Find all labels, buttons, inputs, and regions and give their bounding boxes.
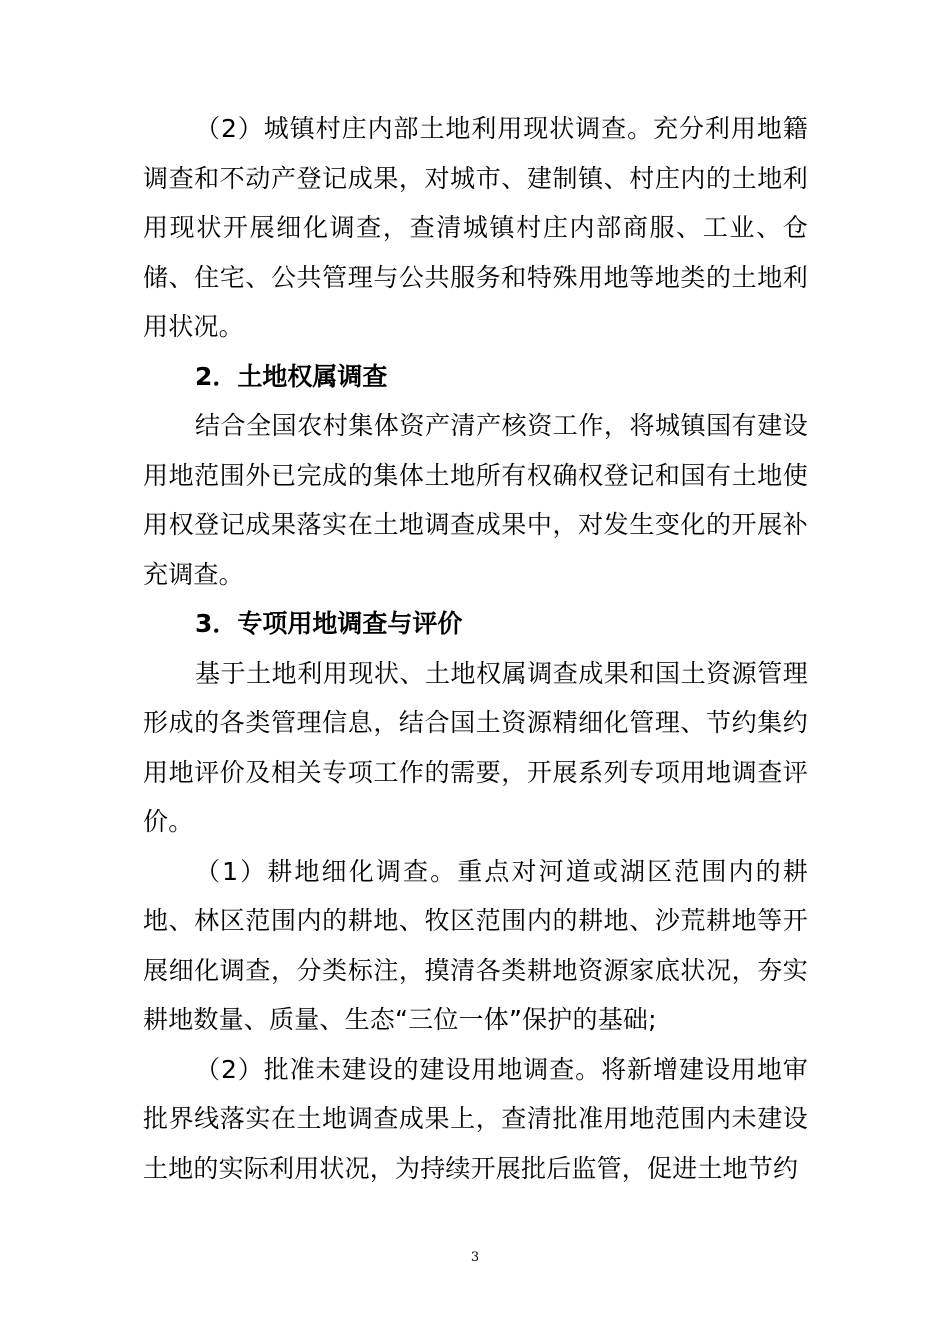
paragraph-urban-village-survey: （2）城镇村庄内部土地利用现状调查。充分利用地籍调查和不动产登记成果，对城市、建制镇、村庄内的土地利用现状开展细化调查，查清城镇村庄内部商服、工业、仓储、住宅、公共管理与公共服务和特殊用地等地类的土地利用状况。	[143, 114, 808, 341]
paragraph-cultivated-land-survey: （1）耕地细化调查。重点对河道或湖区范围内的耕地、林区范围内的耕地、牧区范围内的耕地、沙荒耕地等开展细化调查，分类标注，摸清各类耕地资源家底状况，夯实耕地数量、质量、生态“三位一体”保护的基础;	[143, 856, 808, 1034]
heading-special-land-survey: 3．专项用地调查与评价	[195, 609, 463, 638]
heading-land-ownership-survey: 2．土地权属调查	[195, 361, 388, 391]
paragraph-approved-unbuilt-survey: （2）批准未建设的建设用地调查。将新增建设用地审批界线落实在土地调查成果上，查清批准用地范围内未建设土地的实际利用状况，为持续开展批后监管，促进土地节约	[143, 1054, 808, 1183]
paragraph-land-ownership: 结合全国农村集体资产清产核资工作，将城镇国有建设用地范围外已完成的集体土地所有权确权登记和国有土地使用权登记成果落实在土地调查成果中，对发生变化的开展补充调查。	[143, 411, 808, 589]
paragraph-special-land: 基于土地利用现状、土地权属调查成果和国土资源管理形成的各类管理信息，结合国土资源精细化管理、节约集约用地评价及相关专项工作的需要，开展系列专项用地调查评价。	[143, 658, 808, 836]
page-number: 3	[470, 1250, 480, 1265]
document-body	[143, 104, 808, 1193]
